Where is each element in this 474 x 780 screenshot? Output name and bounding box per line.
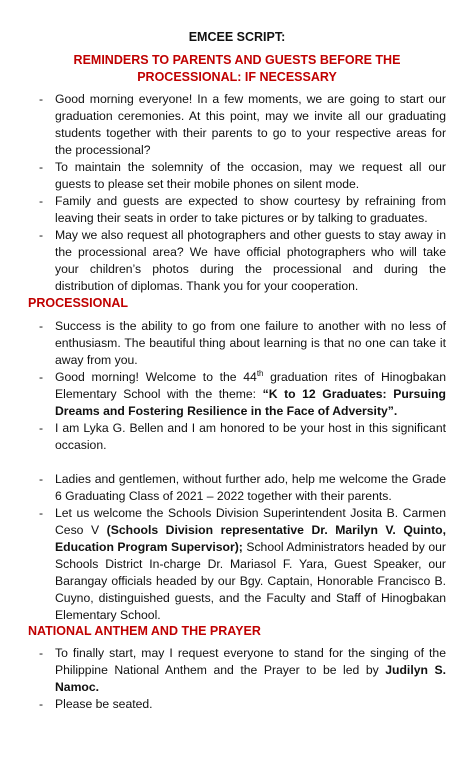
anthem-heading: NATIONAL ANTHEM AND THE PRAYER <box>28 624 261 638</box>
reminder-item: - May we also request all photographers and other guests to stay away in the processional area? We have official photographers who will take your children’s photos during the processional and during the distribution of diplomas. Thank you for your cooperation. <box>28 227 446 295</box>
reminders-heading-line-2: PROCESSIONAL: IF NECESSARY <box>137 69 337 84</box>
processional-item: - Ladies and gentlemen, without further ado, help me welcome the Grade 6 Graduating Class of 2021 – 2022 together with their parents. <box>28 471 446 505</box>
document-title: EMCEE SCRIPT: <box>188 30 286 44</box>
anthem-request-text: To finally start, may I request everyone to stand for the singing of the Philippine National Anthem and the Prayer to be led by <box>55 646 446 677</box>
processional-item: - I am Lyka G. Bellen and I am honored to be your host in this significant occasion. <box>28 420 446 454</box>
welcome-officials-text: Let us welcome the Schools Division Superintendent Josita B. Carmen Ceso V <box>55 506 446 537</box>
reminders-heading <box>40 52 434 85</box>
processional-item: - Success is the ability to go from one failure to another with no less of enthusiasm. The beautiful thing about learning is that no one can take it away from you. <box>28 318 446 369</box>
processional-list <box>28 318 446 624</box>
ordinal-suffix: th <box>256 368 264 378</box>
processional-heading: PROCESSIONAL <box>28 296 129 310</box>
anthem-item <box>28 645 446 696</box>
welcome-officials-text-cont: School Administrators headed by our Schools District In-charge Dr. Mariasol F. Yara, Guest Speaker, our Barangay officials headed by our Bgy. Captain, Honorable Francisco B. Cuyno, distinguished guests, and the Faculty and Staff of Hinogbakan Elementary School. <box>55 540 446 622</box>
anthem-leader: Judilyn S. Namoc. <box>55 663 446 694</box>
anthem-list <box>28 645 446 713</box>
reminder-item: - Family and guests are expected to show courtesy by refraining from leaving their seats in order to take pictures or by talking to graduates. <box>28 193 446 227</box>
processional-item <box>28 505 446 624</box>
anthem-item: - Please be seated. <box>28 696 446 713</box>
division-representative: (Schools Division representative Dr. Marilyn V. Quinto, Education Program Supervisor); <box>55 523 446 554</box>
reminder-item: - To maintain the solemnity of the occasion, may we request all our guests to please set their mobile phones on silent mode. <box>28 159 446 193</box>
welcome-text: Good morning! Welcome to the 44 <box>55 370 257 384</box>
reminders-heading-line-1: REMINDERS TO PARENTS AND GUESTS BEFORE THE <box>73 53 401 67</box>
reminder-item: - Good morning everyone! In a few moments, we are going to start our graduation ceremonies. At this point, may we invite all our graduating students together with their parents to go to your respective areas for the processional? <box>28 91 446 159</box>
processional-item <box>28 369 446 420</box>
reminders-list <box>28 91 446 295</box>
welcome-text-cont: graduation rites of Hinogbakan Elementary School with the theme: <box>55 370 446 401</box>
graduation-theme: “K to 12 Graduates: Pursuing Dreams and Fostering Resilience in the Face of Adversity”. <box>55 387 447 418</box>
